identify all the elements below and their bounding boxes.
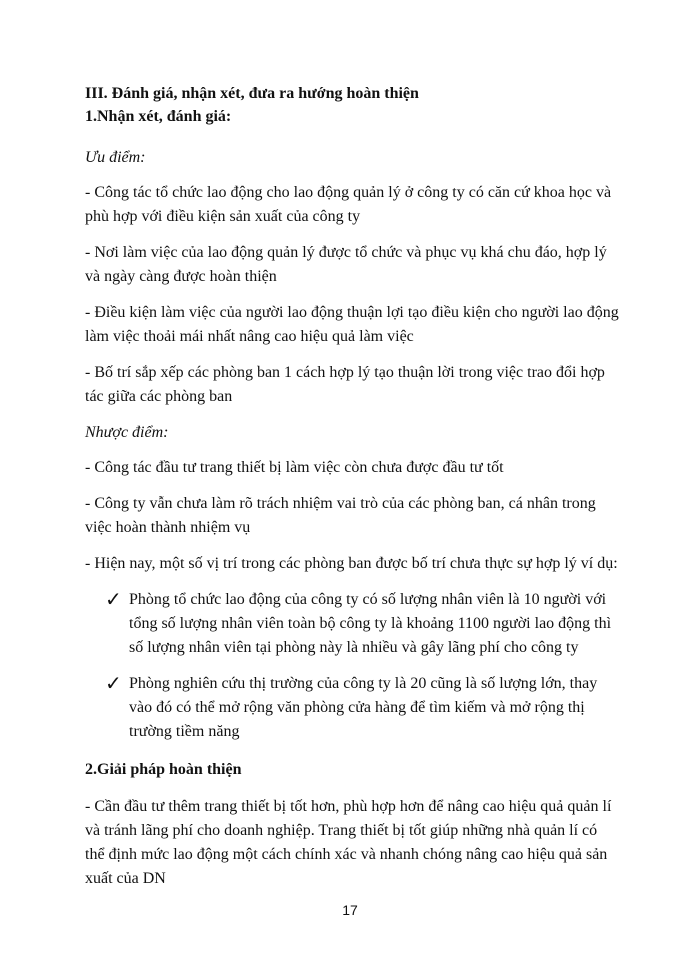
section-title: III. Đánh giá, nhận xét, đưa ra hướng hoàn thiện xyxy=(85,85,419,102)
disadvantage-item: - Hiện nay, một số vị trí trong các phòng ban được bố trí chưa thực sự hợp lý ví dụ: xyxy=(85,555,618,572)
disadvantage-item: - Công tác đầu tư trang thiết bị làm việc còn chưa được đầu tư tốt xyxy=(85,459,504,476)
advantage-item: - Bố trí sắp xếp các phòng ban 1 cách hợp lý tạo thuận lời trong việc trao đổi hợp tác giữa các phòng ban xyxy=(85,364,605,405)
list-item xyxy=(85,588,620,660)
example-text: Phòng nghiên cứu thị trường của công ty là 20 cũng là số lượng lớn, thay vào đó có thể mở rộng văn phòng cửa hàng để tìm kiếm và mở rộng thị trường tiềm năng xyxy=(129,675,598,740)
examples-list xyxy=(85,588,620,744)
solution-paragraph: - Cần đầu tư thêm trang thiết bị tốt hơn, phù hợp hơn để nâng cao hiệu quả quản lí và tránh lãng phí cho doanh nghiệp. Trang thiết bị tốt giúp những nhà quản lí có thể định mức lao động một cách chính xác và nhanh chóng nâng cao hiệu quả sản xuất của DN xyxy=(85,798,612,887)
disadvantage-item: - Công ty vẫn chưa làm rõ trách nhiệm vai trò của các phòng ban, cá nhân trong việc hoàn thành nhiệm vụ xyxy=(85,495,596,536)
checkmark-icon: ✓ xyxy=(105,673,122,695)
example-text: Phòng tổ chức lao động của công ty có số lượng nhân viên là 10 người với tổng số lượng nhân viên toàn bộ công ty là khoảng 1100 người lao động thì số lượng nhân viên tại phòng này là nhiều và gây lãng phí cho công ty xyxy=(129,591,612,656)
subsection-title-solutions: 2.Giải pháp hoàn thiện xyxy=(85,761,242,778)
advantage-item: - Điều kiện làm việc của người lao động thuận lợi tạo điều kiện cho người lao động làm việc thoải mái nhất nâng cao hiệu quả làm việc xyxy=(85,304,619,345)
advantages-label: Ưu điểm: xyxy=(85,149,146,166)
list-item xyxy=(85,672,620,744)
page-number: 17 xyxy=(342,902,358,918)
advantage-item: - Nơi làm việc của lao động quản lý được tổ chức và phục vụ khá chu đáo, hợp lý và ngày càng được hoàn thiện xyxy=(85,244,607,285)
advantage-item: - Công tác tổ chức lao động cho lao động quản lý ở công ty có căn cứ khoa học và phù hợp với điều kiện sản xuất của công ty xyxy=(85,184,612,225)
subsection-title-evaluation: 1.Nhận xét, đánh giá: xyxy=(85,108,232,125)
document-page xyxy=(85,82,620,903)
checkmark-icon: ✓ xyxy=(105,589,122,611)
disadvantages-label: Nhược điểm: xyxy=(85,424,169,441)
